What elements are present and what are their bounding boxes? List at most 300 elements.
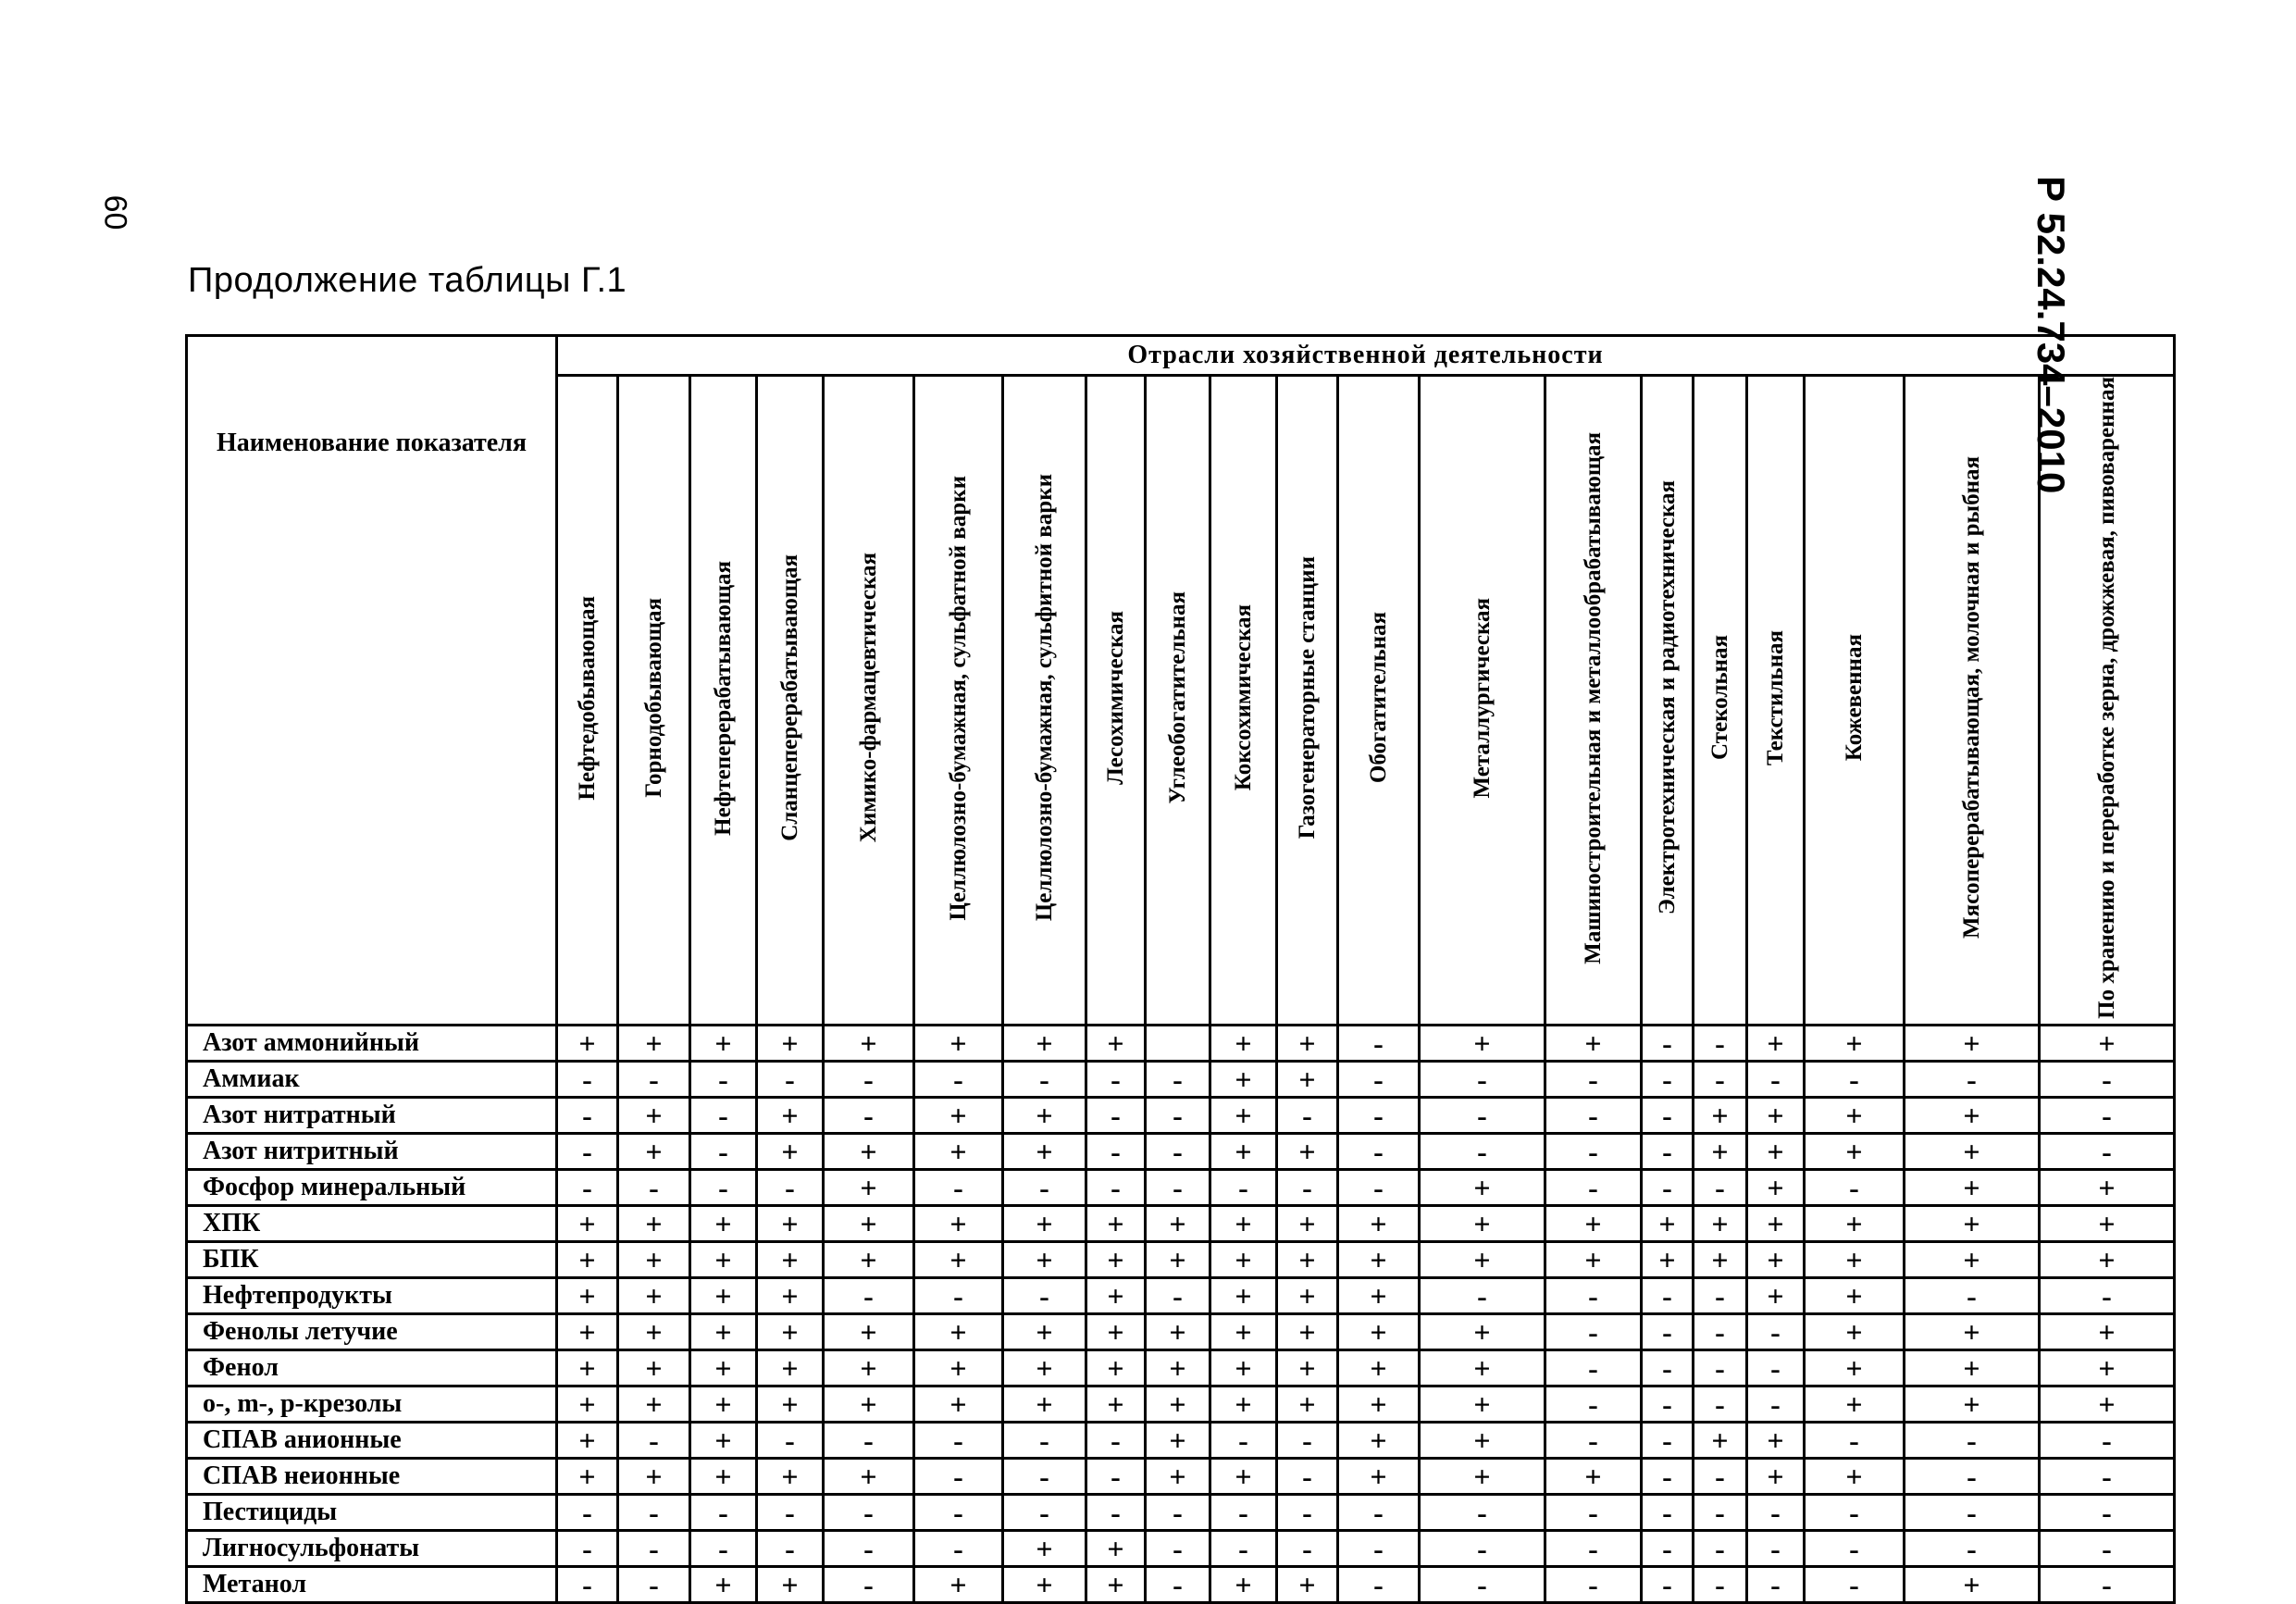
table-cell: -	[1747, 1349, 1805, 1386]
table-cell: -	[1545, 1097, 1642, 1133]
table-cell: +	[557, 1458, 618, 1494]
table-cell: +	[690, 1025, 757, 1061]
table-cell: +	[1747, 1169, 1805, 1205]
table-cell: +	[557, 1025, 618, 1061]
column-header-label: Целлюлозно-бумажная, сульфитной варки	[1031, 474, 1057, 922]
table-cell: -	[914, 1277, 1003, 1313]
column-header-label: Стекольная	[1706, 635, 1732, 761]
table-cell: -	[1420, 1061, 1545, 1097]
table-cell: +	[1420, 1386, 1545, 1422]
table-cell: -	[1694, 1458, 1747, 1494]
table-cell: +	[1905, 1349, 2040, 1386]
table-cell: +	[757, 1313, 824, 1349]
row-name: СПАВ неионные	[187, 1458, 557, 1494]
table-cell: -	[1805, 1061, 1905, 1097]
row-name: Лигносульфонаты	[187, 1530, 557, 1566]
table-row	[187, 1349, 2175, 1386]
column-header	[557, 376, 618, 1026]
table-cell: -	[557, 1061, 618, 1097]
table-cell: -	[1747, 1530, 1805, 1566]
table-row	[187, 1277, 2175, 1313]
column-header	[1338, 376, 1420, 1026]
table-cell: -	[1545, 1133, 1642, 1169]
table-cell: +	[1905, 1025, 2040, 1061]
table-cell: +	[618, 1458, 690, 1494]
table-cell: -	[1420, 1494, 1545, 1530]
table-cell: -	[557, 1133, 618, 1169]
table-cell: +	[757, 1386, 824, 1422]
table-cell: +	[1338, 1205, 1420, 1241]
table-cell: -	[824, 1530, 914, 1566]
table-cell: +	[1003, 1205, 1086, 1241]
table-cell: -	[824, 1494, 914, 1530]
column-header-label: Коксохимическая	[1230, 604, 1256, 791]
table-row	[187, 1025, 2175, 1061]
table-cell: +	[1905, 1169, 2040, 1205]
table-cell: +	[1277, 1205, 1338, 1241]
table-cell: -	[1420, 1133, 1545, 1169]
table-cell: -	[1277, 1530, 1338, 1566]
table-cell: -	[1747, 1061, 1805, 1097]
table-cell: +	[757, 1566, 824, 1602]
row-name: Аммиак	[187, 1061, 557, 1097]
column-header	[824, 376, 914, 1026]
table-cell: +	[1146, 1386, 1210, 1422]
column-header-label: Химико-фармацевтическая	[855, 553, 881, 843]
table-cell: -	[1545, 1530, 1642, 1566]
table-cell: +	[1420, 1349, 1545, 1386]
table-cell: +	[824, 1025, 914, 1061]
table-row	[187, 1458, 2175, 1494]
table-cell: -	[1338, 1566, 1420, 1602]
table-cell: +	[1420, 1025, 1545, 1061]
column-header-label: Горнодобывающая	[640, 598, 666, 798]
table-cell: -	[1694, 1494, 1747, 1530]
table-row	[187, 1133, 2175, 1169]
table-cell: -	[1003, 1061, 1086, 1097]
table-cell: -	[1905, 1422, 2040, 1458]
table-cell: +	[1338, 1422, 1420, 1458]
column-header	[1003, 376, 1086, 1026]
column-header	[1277, 376, 1338, 1026]
table-cell: -	[1694, 1025, 1747, 1061]
column-header-label: Текстильная	[1762, 629, 1788, 765]
table-cell: +	[757, 1241, 824, 1277]
row-name: СПАВ анионные	[187, 1422, 557, 1458]
row-name: Азот аммонийный	[187, 1025, 557, 1061]
table-cell: -	[914, 1494, 1003, 1530]
table-cell: -	[618, 1169, 690, 1205]
table-cell: +	[757, 1097, 824, 1133]
table-cell: +	[1747, 1241, 1805, 1277]
table-cell: +	[1210, 1205, 1277, 1241]
table-cell: -	[1694, 1169, 1747, 1205]
name-column-header: Наименование показателя	[187, 336, 557, 1026]
table-cell: -	[1545, 1169, 1642, 1205]
table-cell: +	[1146, 1313, 1210, 1349]
table-cell: -	[1642, 1313, 1694, 1349]
table-cell: +	[914, 1025, 1003, 1061]
table-cell: +	[1277, 1277, 1338, 1313]
table-cell: +	[824, 1458, 914, 1494]
column-header-label: Электротехническая и радиотехническая	[1654, 480, 1680, 915]
table-cell: +	[1210, 1313, 1277, 1349]
table-cell: +	[1086, 1241, 1146, 1277]
table-cell: +	[1905, 1386, 2040, 1422]
table-cell: -	[1642, 1530, 1694, 1566]
table-cell: +	[1338, 1386, 1420, 1422]
table-cell: -	[690, 1061, 757, 1097]
table-row	[187, 1061, 2175, 1097]
table-cell: -	[1146, 1277, 1210, 1313]
data-table	[185, 334, 2176, 1604]
table-cell: +	[618, 1386, 690, 1422]
table-cell: -	[618, 1494, 690, 1530]
table-cell: -	[2040, 1458, 2175, 1494]
table-cell: +	[1694, 1133, 1747, 1169]
column-header-label: Кожевенная	[1841, 634, 1867, 762]
table-cell: +	[618, 1313, 690, 1349]
table-cell: +	[1003, 1241, 1086, 1277]
table-cell: -	[1545, 1349, 1642, 1386]
table-cell: -	[1805, 1169, 1905, 1205]
table-cell: -	[2040, 1530, 2175, 1566]
table-cell: +	[1210, 1566, 1277, 1602]
table-cell: -	[1086, 1169, 1146, 1205]
table-cell: +	[2040, 1313, 2175, 1349]
table-cell: -	[557, 1530, 618, 1566]
table-cell: +	[1146, 1349, 1210, 1386]
table-cell: -	[1642, 1349, 1694, 1386]
table-cell: -	[1277, 1169, 1338, 1205]
table-cell: +	[1420, 1169, 1545, 1205]
table-cell: -	[618, 1061, 690, 1097]
table-cell: -	[1545, 1494, 1642, 1530]
table-cell: +	[1003, 1530, 1086, 1566]
document-code: Р 52.24.734–2010	[2029, 176, 2073, 494]
table-cell: -	[1642, 1458, 1694, 1494]
table-cell: +	[557, 1205, 618, 1241]
table-cell: -	[1338, 1530, 1420, 1566]
table-cell: +	[1905, 1133, 2040, 1169]
column-header-label: Газогенераторные станции	[1294, 556, 1320, 839]
table-cell: +	[1694, 1241, 1747, 1277]
table-cell: -	[1747, 1494, 1805, 1530]
table-cell: -	[1905, 1494, 2040, 1530]
table-cell: +	[1086, 1530, 1146, 1566]
table-cell: +	[914, 1205, 1003, 1241]
table-cell: +	[1545, 1205, 1642, 1241]
page-number: 60	[97, 194, 133, 230]
column-header	[1545, 376, 1642, 1026]
table-row	[187, 1530, 2175, 1566]
table-cell: -	[2040, 1494, 2175, 1530]
table-cell: -	[1003, 1277, 1086, 1313]
table-cell: +	[2040, 1205, 2175, 1241]
column-header	[1747, 376, 1805, 1026]
table-cell: -	[1545, 1566, 1642, 1602]
table-cell: +	[824, 1133, 914, 1169]
table-cell: -	[1210, 1169, 1277, 1205]
table-cell: -	[1086, 1422, 1146, 1458]
column-header	[1905, 376, 2040, 1026]
table-cell: -	[1642, 1133, 1694, 1169]
table-cell: +	[1210, 1133, 1277, 1169]
table-cell: -	[1003, 1169, 1086, 1205]
table-cell: -	[1694, 1277, 1747, 1313]
table-cell: +	[914, 1313, 1003, 1349]
table-cell: -	[690, 1494, 757, 1530]
table-cell: -	[1420, 1097, 1545, 1133]
table-cell: +	[1210, 1458, 1277, 1494]
row-name: Фосфор минеральный	[187, 1169, 557, 1205]
table-cell: +	[618, 1025, 690, 1061]
table-cell: +	[1747, 1133, 1805, 1169]
row-name: Азот нитритный	[187, 1133, 557, 1169]
table-row	[187, 1422, 2175, 1458]
table-cell: +	[1905, 1241, 2040, 1277]
table-cell: -	[1420, 1566, 1545, 1602]
table-cell: -	[1905, 1061, 2040, 1097]
table-cell: +	[1003, 1349, 1086, 1386]
column-header-label: Лесохимическая	[1102, 611, 1128, 785]
table-cell: -	[1086, 1133, 1146, 1169]
table-cell: +	[2040, 1169, 2175, 1205]
table-cell: +	[1805, 1277, 1905, 1313]
table-cell: +	[1805, 1458, 1905, 1494]
table-cell: -	[1694, 1349, 1747, 1386]
table-cell: +	[824, 1241, 914, 1277]
table-cell: -	[690, 1530, 757, 1566]
table-cell: +	[557, 1313, 618, 1349]
table-cell: +	[557, 1386, 618, 1422]
table-cell: -	[1545, 1061, 1642, 1097]
table-row	[187, 1494, 2175, 1530]
table-cell: +	[690, 1566, 757, 1602]
table-cell: +	[618, 1097, 690, 1133]
table-cell: +	[1805, 1241, 1905, 1277]
table-cell: -	[1003, 1422, 1086, 1458]
table-cell: +	[618, 1241, 690, 1277]
table-cell: +	[1003, 1386, 1086, 1422]
table-cell: +	[1146, 1205, 1210, 1241]
table-cell: -	[824, 1566, 914, 1602]
table-cell: -	[1545, 1422, 1642, 1458]
table-cell: +	[1747, 1458, 1805, 1494]
table-row	[187, 1097, 2175, 1133]
row-name: ХПК	[187, 1205, 557, 1241]
table-cell: +	[1277, 1025, 1338, 1061]
table-cell: -	[1420, 1530, 1545, 1566]
column-header	[1086, 376, 1146, 1026]
table-cell: +	[1086, 1349, 1146, 1386]
table-cell: -	[824, 1061, 914, 1097]
table-cell: +	[757, 1277, 824, 1313]
column-header-label: Нефтедобывающая	[574, 595, 600, 801]
table-cell: -	[1905, 1530, 2040, 1566]
table-cell: -	[1086, 1458, 1146, 1494]
table-cell: -	[618, 1422, 690, 1458]
table-cell: -	[2040, 1422, 2175, 1458]
table-cell: +	[1805, 1133, 1905, 1169]
table-cell: -	[1277, 1494, 1338, 1530]
table-cell: +	[690, 1205, 757, 1241]
table-cell: -	[1805, 1494, 1905, 1530]
table-cell: -	[1146, 1494, 1210, 1530]
table-cell: +	[557, 1277, 618, 1313]
table-cell: +	[1338, 1349, 1420, 1386]
table-cell: +	[1747, 1205, 1805, 1241]
table-cell: +	[1210, 1386, 1277, 1422]
table-cell: +	[1545, 1458, 1642, 1494]
row-name: БПК	[187, 1241, 557, 1277]
table-cell: +	[1003, 1025, 1086, 1061]
table-cell: -	[1747, 1313, 1805, 1349]
table-cell: -	[1086, 1061, 1146, 1097]
table-cell: -	[824, 1097, 914, 1133]
table-cell: -	[1747, 1566, 1805, 1602]
table-cell: -	[1747, 1386, 1805, 1422]
table-cell: +	[1003, 1313, 1086, 1349]
table-cell: +	[690, 1313, 757, 1349]
column-header	[690, 376, 757, 1026]
column-header-label: По хранению и переработке зерна, дрожжевая, пивоваренная	[2093, 377, 2119, 1019]
table-cell: +	[690, 1386, 757, 1422]
table-cell: -	[824, 1277, 914, 1313]
table-cell: +	[1003, 1566, 1086, 1602]
table-cell: -	[618, 1566, 690, 1602]
table-cell: -	[1642, 1494, 1694, 1530]
table-cell: +	[1338, 1241, 1420, 1277]
table-cell: -	[1420, 1277, 1545, 1313]
column-header	[1694, 376, 1747, 1026]
column-header	[2040, 376, 2175, 1026]
table-cell: -	[690, 1133, 757, 1169]
column-header-label: Углеобогатительная	[1164, 591, 1190, 804]
table-cell: +	[757, 1349, 824, 1386]
table-cell: -	[2040, 1133, 2175, 1169]
industries-group-header: Отрасли хозяйственной деятельности	[557, 336, 2175, 376]
column-header	[1642, 376, 1694, 1026]
row-name: Фенолы летучие	[187, 1313, 557, 1349]
table-cell: +	[1694, 1422, 1747, 1458]
table-cell: -	[824, 1422, 914, 1458]
table-cell: +	[824, 1205, 914, 1241]
table-cell: +	[1277, 1133, 1338, 1169]
table-cell: +	[1210, 1241, 1277, 1277]
table-cell: -	[1805, 1530, 1905, 1566]
table-cell: +	[1805, 1349, 1905, 1386]
table-cell: +	[1086, 1566, 1146, 1602]
table-cell: -	[557, 1566, 618, 1602]
table-cell: -	[1338, 1169, 1420, 1205]
table-cell: +	[1805, 1313, 1905, 1349]
table-cell: +	[1277, 1061, 1338, 1097]
row-name: Пестициды	[187, 1494, 557, 1530]
table-cell: -	[1642, 1097, 1694, 1133]
table-cell: -	[1003, 1494, 1086, 1530]
column-header-label: Нефтеперерабатывающая	[710, 560, 736, 836]
table-cell: +	[1805, 1205, 1905, 1241]
column-header-label: Машиностроительная и металлообрабатывающая	[1580, 431, 1606, 964]
table-cell: +	[914, 1097, 1003, 1133]
table-cell: +	[690, 1458, 757, 1494]
table-cell: -	[757, 1494, 824, 1530]
table-cell: +	[690, 1241, 757, 1277]
table-cell: -	[1003, 1458, 1086, 1494]
table-cell: +	[1277, 1349, 1338, 1386]
table-cell: -	[1642, 1386, 1694, 1422]
table-cell: -	[1146, 1097, 1210, 1133]
column-header	[914, 376, 1003, 1026]
table-cell: +	[1747, 1422, 1805, 1458]
table-cell: +	[1642, 1205, 1694, 1241]
table-cell: +	[824, 1169, 914, 1205]
table-cell: +	[1694, 1097, 1747, 1133]
table-cell: -	[1086, 1097, 1146, 1133]
row-name: Фенол	[187, 1349, 557, 1386]
table-cell: +	[757, 1458, 824, 1494]
table-cell: +	[618, 1205, 690, 1241]
table-cell: +	[2040, 1241, 2175, 1277]
table-cell: +	[914, 1349, 1003, 1386]
table-cell: -	[914, 1458, 1003, 1494]
table-cell: +	[914, 1386, 1003, 1422]
table-cell: -	[1694, 1061, 1747, 1097]
table-caption: Продолжение таблицы Г.1	[188, 261, 627, 300]
table-cell: +	[1086, 1386, 1146, 1422]
table-cell: +	[1210, 1061, 1277, 1097]
table-cell: +	[1694, 1205, 1747, 1241]
table-cell: -	[757, 1530, 824, 1566]
column-header-label: Сланцеперерабатывающая	[776, 554, 802, 841]
table-cell: +	[1420, 1241, 1545, 1277]
table-cell: +	[1420, 1205, 1545, 1241]
column-header-label: Металлургическая	[1469, 597, 1495, 799]
column-header	[1210, 376, 1277, 1026]
table-cell: -	[1905, 1458, 2040, 1494]
table-cell: +	[1747, 1097, 1805, 1133]
table-cell: +	[1338, 1277, 1420, 1313]
table-cell: +	[557, 1422, 618, 1458]
table-cell: +	[914, 1566, 1003, 1602]
table-cell: -	[1642, 1061, 1694, 1097]
table-cell: +	[1210, 1277, 1277, 1313]
table-cell: +	[1277, 1386, 1338, 1422]
table-cell: -	[757, 1422, 824, 1458]
table-cell: -	[1146, 1061, 1210, 1097]
table-cell: +	[1905, 1313, 2040, 1349]
table-cell: +	[2040, 1025, 2175, 1061]
table-cell: -	[1146, 1566, 1210, 1602]
table-row	[187, 1169, 2175, 1205]
table-cell	[1146, 1025, 1210, 1061]
row-name: Метанол	[187, 1566, 557, 1602]
table-cell: +	[1277, 1313, 1338, 1349]
table-cell: +	[1277, 1241, 1338, 1277]
table-cell: +	[690, 1349, 757, 1386]
table-cell: +	[1086, 1277, 1146, 1313]
table-cell: -	[1642, 1422, 1694, 1458]
table-cell: -	[1694, 1566, 1747, 1602]
table-cell: -	[1210, 1530, 1277, 1566]
table-cell: -	[1277, 1458, 1338, 1494]
table-cell: -	[690, 1169, 757, 1205]
column-header	[1805, 376, 1905, 1026]
table-cell: +	[1086, 1025, 1146, 1061]
table-cell: -	[1086, 1494, 1146, 1530]
table-cell: +	[1420, 1458, 1545, 1494]
